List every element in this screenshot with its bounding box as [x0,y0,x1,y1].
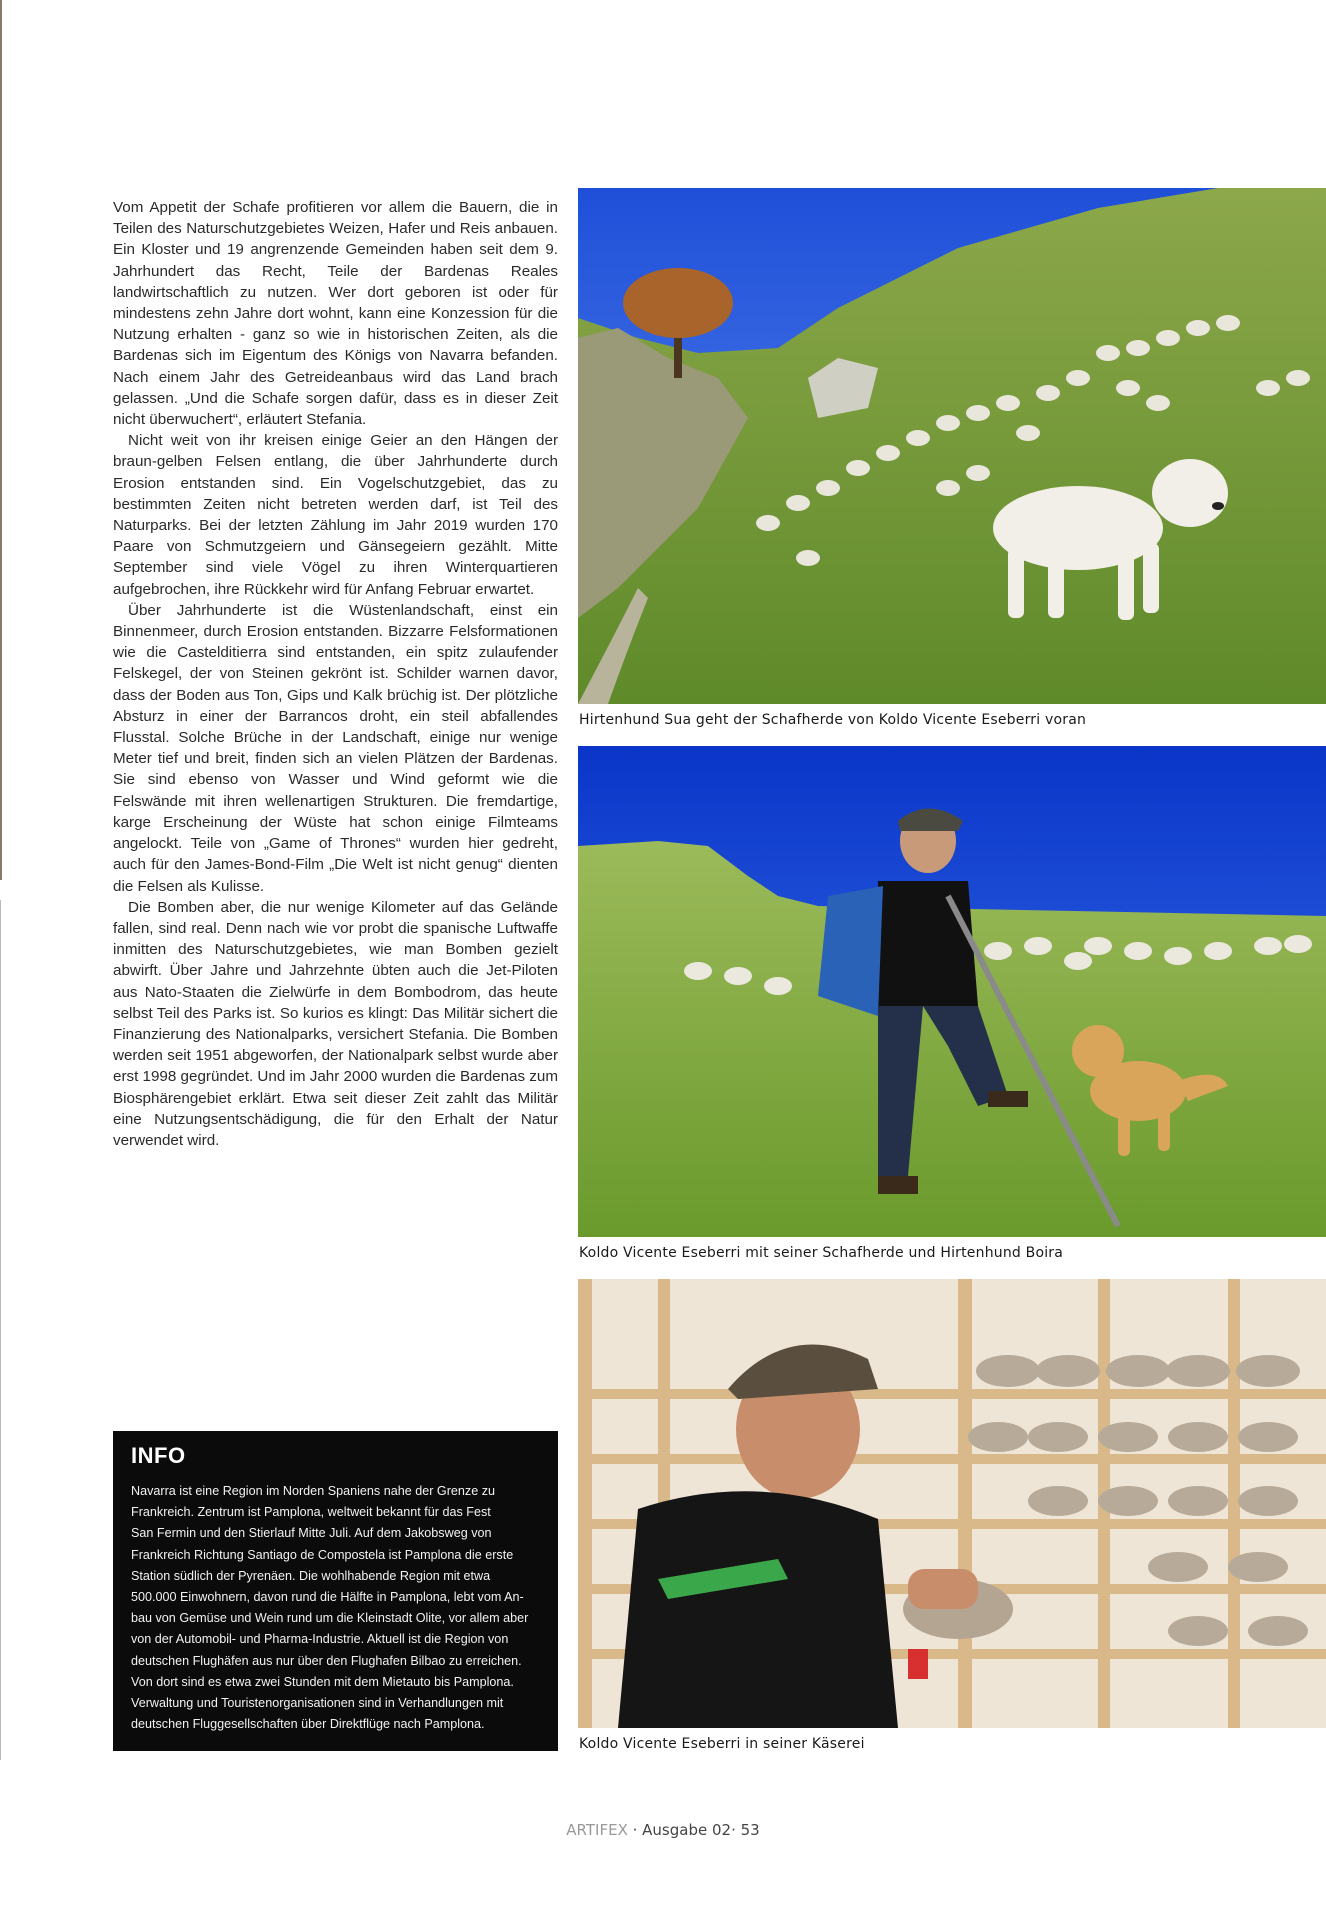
info-line: San Fermin und den Stierlauf Mitte Juli. Auf dem Jakobsweg von [131,1526,492,1541]
page-footer [0,1821,1326,1839]
article-paragraph: Vom Appetit der Schafe profitieren vor allem die Bauern, die in Teilen des Naturschutzgebietes Weizen, Hafer und Reis anbauen. Ein Kloster und 19 angrenzende Gemeinden haben seit dem 9. Jahrhundert das Recht, Teile der Bardenas Reales landwirtschaftlich zu nutzen. Wer dort geboren ist oder für mindestens zehn Jahre dort wohnt, kann eine Konzession für die Nutzung erhalten - ganz so wie in historischen Zeiten, als die Bardenas sich im Eigentum des Königs von Navarra befanden. Nach einem Jahr des Getreideanbaus wird das Land brach gelassen. „Und die Schafe sorgen dafür, dass es in dieser Zeit nicht überwuchert“, erläutert Stefania. [113,199,558,429]
info-text [131,1481,542,1735]
page-edge-line [0,0,2,880]
photo-cheese-dairy [578,1279,1326,1728]
photo-shepherd-and-dog [578,746,1326,1237]
info-line: Station südlich der Pyrenäen. Die wohlhabende Region mit etwa [131,1568,491,1583]
info-title: INFO [131,1443,186,1468]
info-line: 500.000 Einwohnern, davon rund die Hälfte in Pamplona, lebt vom An- [131,1590,524,1605]
info-line: von der Automobil- und Pharma-Industrie. Aktuell ist die Region von [131,1632,509,1647]
info-line: deutschen Fluggesellschaften über Direktflüge nach Pamplona. [131,1717,485,1732]
photo-caption: Koldo Vicente Eseberri mit seiner Schafherde und Hirtenhund Boira [579,1245,1064,1261]
info-line: Navarra ist eine Region im Norden Spaniens nahe der Grenze zu [131,1484,496,1498]
article-paragraph: Nicht weit von ihr kreisen einige Geier an den Hängen der braun-gelben Felsen entlang, die über Jahrhunderte durch Erosion entstanden sind. Ein Vogelschutzgebiet, das zu bestimmten Zeiten nicht betreten werden darf, ist Teil des Naturparks. Bei der letzten Zählung im Jahr 2019 wurden 170 Paare von Schmutzgeiern und Gänsegeiern gezählt. Mitte September sind viele Vögel zu ihren Winterquartieren aufgebrochen, ihre Rückkehr wird für Anfang Februar erwartet. [113,432,558,598]
info-line: Frankreich. Zentrum ist Pamplona, weltweit bekannt für das Fest [131,1505,491,1520]
issue-page-number: · Ausgabe 02· 53 [627,1821,760,1839]
info-box [113,1431,558,1751]
photo-caption: Koldo Vicente Eseberri in seiner Käserei [579,1736,865,1752]
article-paragraph: Die Bomben aber, die nur wenige Kilometer auf das Gelände fallen, sind real. Denn nach wie vor probt die spanische Luftwaffe inmitten des Naturschutzgebietes, wie man Bomben gezielt abwirft. Über Jahre und Jahrzehnte übten auch die Jet-Piloten aus Nato-Staaten die Zielwürfe in dem Bombodrom, das heute selbst Teil des Parks ist. So kurios es klingt: Das Militär sichert die Finanzierung des Nationalparks, versichert Stefania. Die Bomben werden seit 1951 abgeworfen, der Nationalpark selbst wurde aber erst 1998 gegründet. Und im Jahr 2000 wurden die Bardenas zum Biosphärengebiet erklärt. Etwa seit dieser Zeit zahlt das Militär eine Nutzungsentschädigung, die für den Erhalt der Natur verwendet wird. [113,898,558,1149]
info-line: Frankreich Richtung Santiago de Compostela ist Pamplona die erste [131,1547,514,1562]
info-line: deutschen Flughäfen aus nur über den Flughafen Bilbao zu erreichen. [131,1653,522,1668]
page-edge-line-lower [0,900,1,1760]
article-paragraph: Über Jahrhunderte ist die Wüstenlandschaft, einst ein Binnenmeer, durch Erosion entstanden. Bizzarre Felsformationen wie die Castelditierra sind entstanden, ein spitz zulaufender Felskegel, der von Steinen gekrönt ist. Schilder warnen davor, dass der Boden aus Ton, Gips und Kalk brüchig ist. Der plötzliche Absturz in einer der Barrancos droht, ein steil abfallendes Flusstal. Solche Brüche in der Landschaft, einige nur wenige Meter tief und breit, finden sich an vielen Plätzen der Bardenas. Sie sind ebenso von Wasser und Wind geformt wie die Felswände mit ihren wellenartigen Strukturen. Die fremdartige, karge Erscheinung der Wüste hat schon einige Filmteams angelockt. Teile von „Game of Thrones“ wurden hier gedreht, auch für den James-Bond-Film „Die Welt ist nicht genug“ dienten die Felsen als Kulisse. [113,601,558,895]
magazine-name: ARTIFEX [566,1821,628,1839]
photo-dog-and-sheep [578,188,1326,704]
info-line: Von dort sind es etwa zwei Stunden mit dem Mietauto bis Pamplona. [131,1674,514,1689]
article-text-column [113,197,558,1151]
photo-caption: Hirtenhund Sua geht der Schafherde von Koldo Vicente Eseberri voran [579,712,1087,728]
info-line: Verwaltung und Touristenorganisationen sind in Verhandlungen mit [131,1696,504,1711]
info-line: bau von Gemüse und Wein rund um die Kleinstadt Olite, vor allem aber [131,1611,529,1626]
